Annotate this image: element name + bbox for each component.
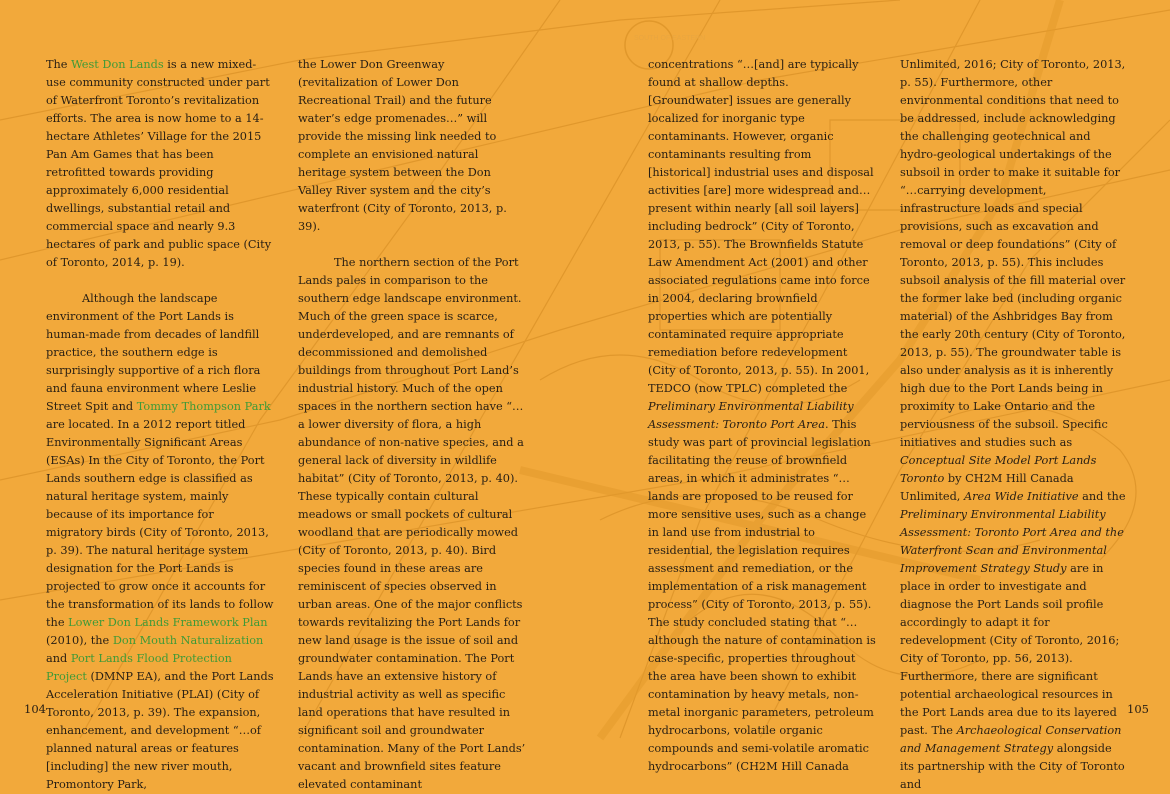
text-run: and — [46, 652, 71, 665]
paragraph — [46, 56, 274, 272]
text-run: by CH2M Hill Canada Unlimited, — [900, 472, 1074, 503]
text-run: is a new mixed-use community constructed under part of Waterfront Toronto’s revitalization efforts. The area is now home to a 14-hectare Athletes’ Village for the 2015 Pan Am Games that has been retrofitted towards providing approximately 6,000 residential dwellings, substantial retail and commercial space and nearly 9.3 hectares of park and public space (City of Toronto, 2014, p. 19). — [46, 58, 272, 269]
paragraph — [298, 56, 526, 236]
text-run: are located. In a 2012 report titled Environmentally Significant Areas (ESAs) In the City of Toronto, the Port Lands southern edge is classified as natural heritage system, mainly because of its importance for migratory birds (City of Toronto, 2013, p. 39). The natural heritage system designation for the Port Lands is projected to grow once it accounts for the transformation of its lands to follow the — [46, 418, 274, 629]
text-run: the Lower Don Greenway (revitalization of Lower Don Recreational Trail) and the future water’s edge promenades…” will provide the missing link needed to complete an envisioned natural heritage system between the Don Valley River system and the city’s waterfront (City of Toronto, 2013, p. 39). — [298, 58, 507, 233]
map-label: SOUTH OF EASTERN — [634, 35, 706, 42]
text-run: . This study was part of provincial legislation facilitating the reuse of brownfield areas, in which it administrates “…lands are proposed to be reused for more sensitive uses, such as a change in land use from industrial to residential, the legislation requires assessment and remediation, or the implementation of a risk management process” (City of Toronto, 2013, p. 55). The study concluded stating that “…although the nature of contamination is case-specific, properties throughout the area have been shown to exhibit contamination by heavy metals, non-metal inorganic parameters, petroleum hydrocarbons, volatile organic compounds and semi-volatile aromatic hydrocarbons” (CH2M Hill Canada — [648, 418, 876, 773]
inline-link[interactable]: Don Mouth Naturalization — [112, 634, 264, 647]
column-3 — [648, 56, 876, 776]
inline-link[interactable]: Port Lands Flood Protection Project — [46, 652, 232, 683]
text-run: concentrations “…[and] are typically found at shallow depths. [Groundwater] issues are generally localized for inorganic type contaminants. However, organic contaminants resulting from [historical] industrial uses and disposal activities [are] more widespread and…present within nearly [all soil layers] including bedrock” (City of Toronto, 2013, p. 55). The Brownfields Statute Law Amendment Act (2001) and other associated regulations came into force in 2004, declaring brownfield properties which are potentially contaminated require appropriate remediation before redevelopment (City of Toronto, 2013, p. 55). In 2001, TEDCO (now TPLC) completed the — [648, 58, 874, 395]
page-number-left: 104 — [24, 702, 46, 716]
paragraph — [900, 56, 1128, 794]
italic-title: Preliminary Environmental Liability Assessment: Toronto Port Area — [648, 400, 854, 431]
text-run: and the — [1078, 490, 1126, 503]
paragraph — [46, 290, 274, 794]
text-run: The — [46, 58, 72, 71]
text-run: The northern section of the Port Lands pales in comparison to the southern edge landscape environment. Much of the green space is scarce, underdeveloped, and are remnants of decommissioned and demolished buildings from throughout Port Land’s industrial history. Much of the open spaces in the northern section have “…a lower diversity of flora, a high abundance of non-native species, and a general lack of diversity in wildlife habitat” (City of Toronto, 2013, p. 40). These typically contain cultural meadows or small pockets of cultural woodland that are periodically mowed (City of Toronto, 2013, p. 40). Bird species found in these areas are reminiscent of species observed in urban areas. One of the major conflicts towards revitalizing the Port Lands for new land usage is the issue of soil and groundwater contamination. The Port Lands have an extensive history of industrial activity as well as specific land operations that have resulted in significant soil and groundwater contamination. Many of the Port Lands’ vacant and brownfield sites feature elevated contaminant — [298, 256, 526, 791]
paragraph — [648, 56, 876, 776]
column-4 — [900, 56, 1128, 794]
column-2 — [298, 56, 526, 794]
text-run: alongside its partnership with the City of Toronto and — [900, 742, 1125, 791]
page-number-right: 105 — [1127, 702, 1149, 716]
inline-link[interactable]: Lower Don Lands Framework Plan — [68, 616, 268, 629]
inline-link[interactable]: West Don Lands — [71, 58, 164, 71]
paragraph — [298, 254, 526, 794]
italic-title: Preliminary Environmental Liability Assessment: Toronto Port Area and the Waterfront Scan and Environmental Improvement Strategy Study — [900, 508, 1124, 575]
italic-title: Conceptual Site Model Port Lands Toronto — [900, 454, 1097, 485]
text-run: Although the landscape environment of the Port Lands is human-made from decades of landfill practice, the southern edge is surprisingly supportive of a rich flora and fauna environment where Leslie Street Spit and — [46, 292, 261, 413]
text-run: (DMNP EA), and the Port Lands Acceleration Initiative (PLAI) (City of Toronto, 2013, p. 39). The expansion, enhancement, and development “…of planned natural areas or features [including] the new river mouth, Promontory Park, — [46, 670, 274, 791]
italic-title: Archaeological Conservation and Management Strategy — [900, 724, 1122, 755]
inline-link[interactable]: Tommy Thompson Park — [136, 400, 271, 413]
text-run: Unlimited, 2016; City of Toronto, 2013, p. 55). Furthermore, other environmental conditions that need to be addressed, include acknowledging the challenging geotechnical and hydro-geological undertakings of the subsoil in order to make it suitable for “…carrying development, infrastructure loads and special provisions, such as excavation and removal or deep foundations” (City of Toronto, 2013, p. 55). This includes subsoil analysis of the fill material over the former lake bed (including organic material) of the Ashbridges Bay from the early 20th century (City of Toronto, 2013, p. 55). The groundwater table is also under analysis as it is inherently high due to the Port Lands being in proximity to Lake Ontario and the perviousness of the subsoil. Specific initiatives and studies such as — [900, 58, 1126, 449]
italic-title: Area Wide Initiative — [964, 490, 1079, 503]
text-run: (2010), the — [46, 634, 113, 647]
text-run: are in place in order to investigate and diagnose the Port Lands soil profile accordingly to adapt it for redevelopment (City of Toronto, 2016; City of Toronto, pp. 56, 2013). Furthermore, there are significant potential archaeological resources in the Port Lands area due to its layered past. The — [900, 562, 1120, 737]
column-1 — [46, 56, 274, 794]
